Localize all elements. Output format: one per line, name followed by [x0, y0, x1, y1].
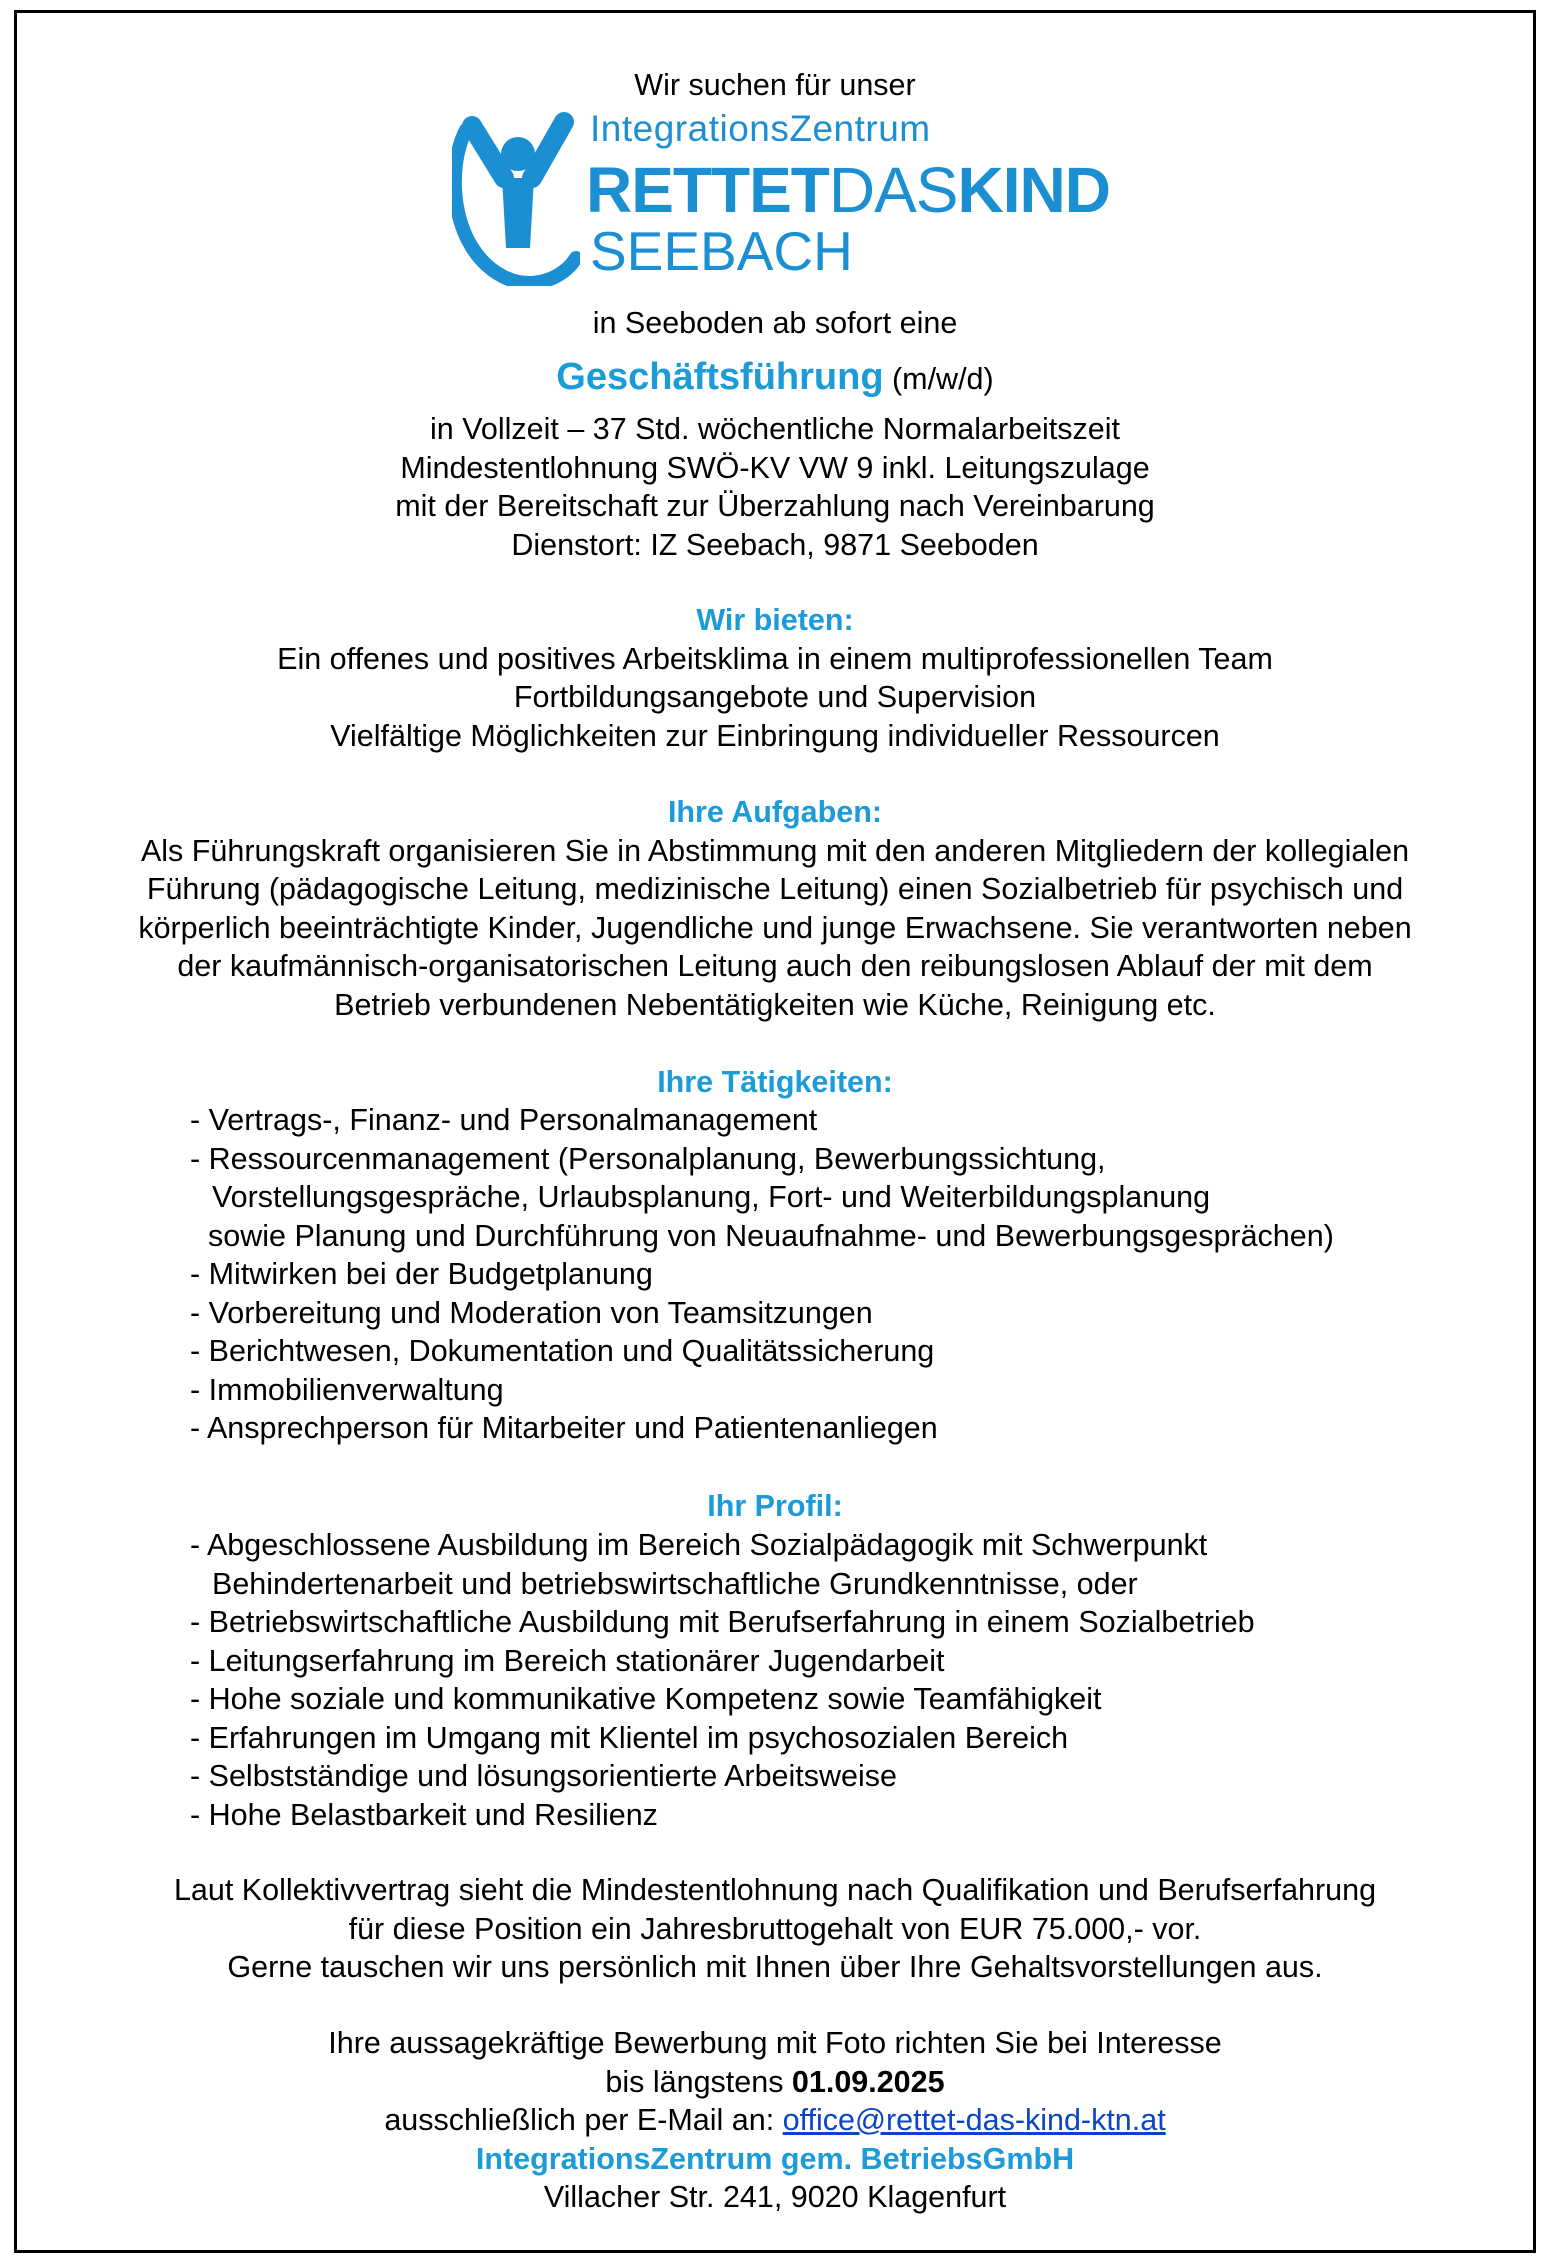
activities-heading-text: Ihre Tätigkeiten: [657, 1065, 893, 1099]
logo-line-integrationszentrum: IntegrationsZentrum [590, 108, 931, 149]
list-item: - Leitungserfahrung im Bereich stationärer Jugendarbeit [190, 1643, 945, 1678]
application-intro: Ihre aussagekräftige Bewerbung mit Foto richten Sie bei Interesse [328, 2026, 1222, 2060]
organization-logo [452, 108, 1110, 286]
salary-section [0, 1871, 1550, 1987]
tasks-heading: Ihre Aufgaben: [667, 795, 883, 829]
activities-heading [0, 1063, 1550, 1102]
offer-line: Fortbildungsangebote und Supervision [513, 680, 1037, 714]
salary-line: Gerne tauschen wir uns persönlich mit Ihnen über Ihre Gehaltsvorstellungen aus. [227, 1950, 1323, 1984]
position-title [0, 358, 1550, 399]
activities-list [190, 1101, 1334, 1448]
salary-line: Laut Kollektivvertrag sieht die Mindestentlohnung nach Qualifikation und Berufserfahrung [173, 1873, 1377, 1907]
position-details [0, 410, 1550, 564]
list-item: - Vorbereitung und Moderation von Teamsitzungen [190, 1295, 873, 1330]
company-address: Villacher Str. 241, 9020 Klagenfurt [543, 2180, 1007, 2214]
logo-line-seebach: SEEBACH [590, 220, 853, 282]
list-item: - Ressourcenmanagement (Personalplanung, Bewerbungssichtung, [190, 1141, 1106, 1176]
tasks-line: der kaufmännisch-organisatorischen Leitung auch den reibungslosen Ablauf der mit dem [177, 949, 1373, 983]
application-deadline: 01.09.2025 [791, 2064, 945, 2099]
offer-section [0, 601, 1550, 755]
profile-heading-text: Ihr Profil: [707, 1489, 843, 1523]
profile-heading [0, 1487, 1550, 1526]
tasks-line: Führung (pädagogische Leitung, medizinische Leitung) einen Sozialbetrieb für psychisch und [146, 872, 1404, 906]
list-item: - Vertrags-, Finanz- und Personalmanagement [190, 1103, 818, 1137]
list-item: - Hohe soziale und kommunikative Kompetenz sowie Teamfähigkeit [190, 1682, 1102, 1716]
position-gender: (m/w/d) [883, 362, 994, 396]
email-link[interactable]: office@rettet-das-kind-ktn.at [782, 2103, 1166, 2137]
application-email-line [0, 2101, 1550, 2140]
list-item: - Mitwirken bei der Budgetplanung [190, 1257, 653, 1291]
logo-line-rettet-das-kind: RETTETDASKIND [586, 154, 1110, 226]
detail-line: Dienstort: IZ Seebach, 9871 Seeboden [511, 527, 1039, 562]
list-item: - Hohe Belastbarkeit und Resilienz [190, 1797, 658, 1832]
list-item: - Selbstständige und lösungsorientierte Arbeitsweise [190, 1759, 897, 1793]
offer-heading: Wir bieten: [696, 603, 854, 637]
company-name: IntegrationsZentrum gem. BetriebsGmbH [475, 2141, 1075, 2176]
deadline-prefix: bis längstens [605, 2064, 792, 2099]
location-line: in Seeboden ab sofort eine [592, 306, 958, 340]
list-item: - Immobilienverwaltung [190, 1372, 504, 1407]
detail-line: in Vollzeit – 37 Std. wöchentliche Normalarbeitszeit [430, 412, 1120, 446]
tasks-line: körperlich beeinträchtigte Kinder, Jugendliche und junge Erwachsene. Sie verantworten neben [138, 910, 1412, 945]
list-item-continuation: sowie Planung und Durchführung von Neuaufnahme- und Bewerbungsgesprächen) [208, 1218, 1334, 1253]
detail-line: mit der Bereitschaft zur Überzahlung nach Vereinbarung [395, 489, 1155, 523]
list-item: - Ansprechperson für Mitarbeiter und Patientenanliegen [190, 1411, 938, 1445]
salary-line: für diese Position ein Jahresbruttogehalt von EUR 75.000,- vor. [348, 1911, 1202, 1946]
position-name: Geschäftsführung [556, 356, 884, 398]
list-item-continuation: Vorstellungsgespräche, Urlaubsplanung, Fort- und Weiterbildungsplanung [212, 1180, 1211, 1214]
offer-line: Ein offenes und positives Arbeitsklima in einem multiprofessionellen Team [277, 641, 1273, 676]
email-prefix: ausschließlich per E-Mail an: [384, 2103, 783, 2137]
tasks-line: Betrieb verbundenen Nebentätigkeiten wie Küche, Reinigung etc. [334, 987, 1216, 1022]
list-item: - Berichtwesen, Dokumentation und Qualitätssicherung [190, 1334, 935, 1368]
detail-line: Mindestentlohnung SWÖ-KV VW 9 inkl. Leitungszulage [400, 450, 1150, 485]
application-section [0, 2024, 1550, 2217]
intro-text: Wir suchen für unser [634, 68, 916, 102]
tasks-line: Als Führungskraft organisieren Sie in Abstimmung mit den anderen Mitgliedern der kollegialen [140, 833, 1410, 868]
list-item-continuation: Behindertenarbeit und betriebswirtschaftliche Grundkenntnisse, oder [212, 1566, 1138, 1601]
list-item: - Betriebswirtschaftliche Ausbildung mit Berufserfahrung in einem Sozialbetrieb [190, 1605, 1255, 1639]
tasks-section [0, 793, 1550, 1024]
profile-list [190, 1526, 1255, 1834]
application-deadline-line [0, 2063, 1550, 2102]
child-figure-icon [452, 108, 580, 286]
list-item: - Erfahrungen im Umgang mit Klientel im psychosozialen Bereich [190, 1720, 1069, 1755]
list-item: - Abgeschlossene Ausbildung im Bereich Sozialpädagogik mit Schwerpunkt [190, 1528, 1208, 1562]
offer-line: Vielfältige Möglichkeiten zur Einbringung individueller Ressourcen [330, 718, 1220, 753]
